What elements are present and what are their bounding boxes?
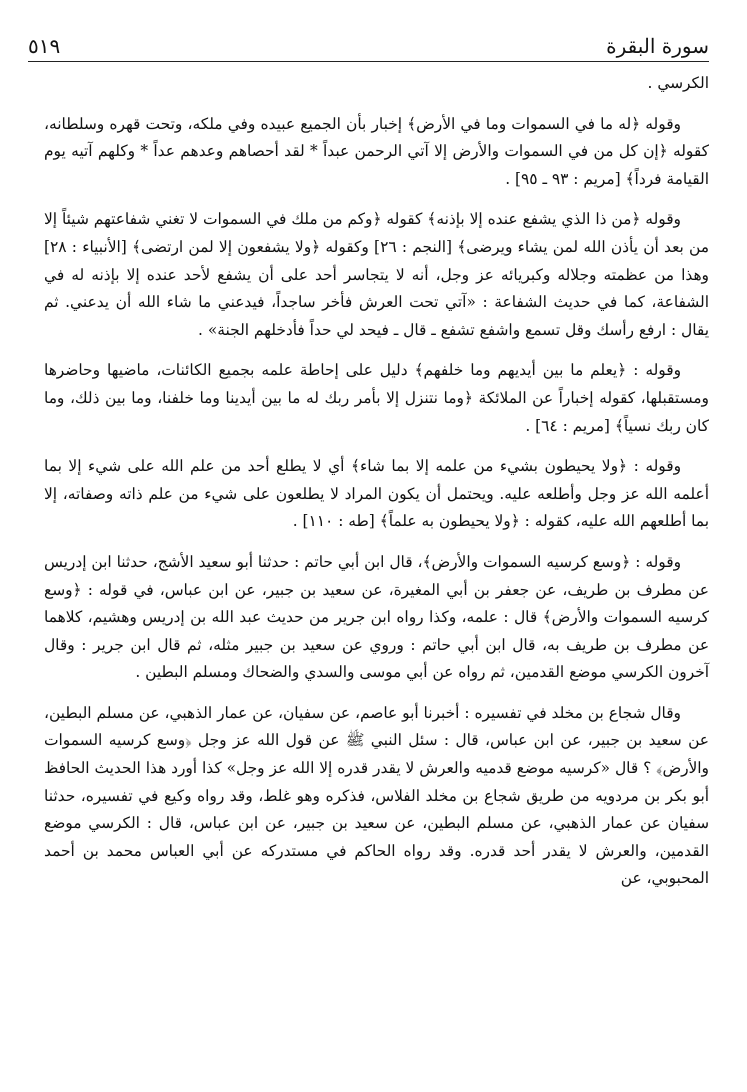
- paragraph-continuation: الكرسي .: [647, 74, 709, 92]
- page-number: ٥١٩: [28, 34, 61, 58]
- paragraph-kursi: وقوله : ﴿وسع كرسيه السموات والأرض﴾، قال ابن أبي حاتم : حدثنا أبو سعيد الأشج، حدثنا ابن إدريس عن مطرف بن طريف، عن جعفر بن أبي المغيرة، عن سعيد بن جبير، عن ابن عباس، في قوله : ﴿وسع كرسيه السموات والأرض﴾ قال : علمه، وكذا رواه ابن جرير من حديث عبد الله بن إدريس وهشيم، كلاهما عن مطرف بن طريف به، قال ابن أبي حاتم : وروي عن سعيد بن جبير مثله، ثم قال ابن جرير : وقال آخرون الكرسي موضع القدمين، ثم رواه عن أبي موسى والسدي والضحاك ومسلم البطين .: [44, 552, 709, 682]
- header-rule: [28, 61, 709, 62]
- paragraph-shuja-hadith: وقال شجاع بن مخلد في تفسيره : أخبرنا أبو عاصم، عن سفيان، عن عمار الذهبي، عن مسلم البطين، عن سعيد بن جبير، عن ابن عباس، قال : سئل النبي ﷺ عن قول الله عز وجل ﴿وسع كرسيه السموات والأرض﴾ ؟ قال «كرسيه موضع قدميه والعرش لا يقدر قدره إلا الله عز وجل» كذا أورد هذا الحديث الحافظ أبو بكر بن مردويه من طريق شجاع بن مخلد الفلاس، فذكره وهو غلط، وقد رواه وكيع في تفسيره، حدثنا سفيان عن عمار الذهبي، عن مسلم البطين، عن سعيد بن جبير، عن ابن عباس، قال : الكرسي موضع القدمين، والعرش لا يقدر أحد قدره. وقد رواه الحاكم في مستدركه عن أبي العباس محمد بن أحمد المحبوبي، عن: [44, 703, 709, 888]
- paragraph-knowledge: وقوله : ﴿يعلم ما بين أيديهم وما خلفهم﴾ دليل على إحاطة علمه بجميع الكائنات، ماضيها وحاضرها ومستقبلها، كقوله إخباراً عن الملائكة ﴿وما نتنزل إلا بأمر ربك له ما بين أيدينا وما خلفنا، وما بين ذلك، وما كان ربك نسياً﴾ [مريم : ٦٤] .: [44, 361, 709, 435]
- surah-title: سورة البقرة: [606, 34, 709, 58]
- paragraph-intercession: وقوله ﴿من ذا الذي يشفع عنده إلا بإذنه﴾ كقوله ﴿وكم من ملك في السموات لا تغني شفاعتهم شيئاً إلا من بعد أن يأذن الله لمن يشاء ويرضى﴾ [النجم : ٢٦] وكقوله ﴿ولا يشفعون إلا لمن ارتضى﴾ [الأنبياء : ٢٨] وهذا من عظمته وجلاله وكبريائه عز وجل، أنه لا يتجاسر أحد على أن يشفع لأحد عنده إلا بإذنه له في الشفاعة، كما في حديث الشفاعة : «آتي تحت العرش فأخر ساجداً، فيدعني ما شاء الله أن يدعني. ثم يقال : ارفع رأسك وقل تسمع واشفع تشفع ـ قال ـ فيحد لي حداً فأدخلهم الجنة» .: [44, 210, 710, 339]
- page-header: [28, 30, 709, 62]
- paragraph-heavens-earth: وقوله ﴿له ما في السموات وما في الأرض﴾ إخبار بأن الجميع عبيده وفي ملكه، وتحت قهره وسلطانه، كقوله ﴿إن كل من في السموات والأرض إلا آتي الرحمن عبداً * لقد أحصاهم وعدهم عداً * وكلهم آتيه يوم القيامة فرداً﴾ [مريم : ٩٣ ـ ٩٥] .: [44, 114, 709, 188]
- page-body: [44, 70, 709, 893]
- paragraph-encompass: وقوله : ﴿ولا يحيطون بشيء من علمه إلا بما شاء﴾ أي لا يطلع أحد من علم الله على شيء إلا بما أعلمه الله عز وجل وأطلعه عليه. ويحتمل أن يكون المراد لا يطلعون على شيء من علم ذاته وصفاته، إلا بما أطلعهم الله عليه، كقوله : ﴿ولا يحيطون به علماً﴾ [طه : ١١٠] .: [44, 457, 709, 531]
